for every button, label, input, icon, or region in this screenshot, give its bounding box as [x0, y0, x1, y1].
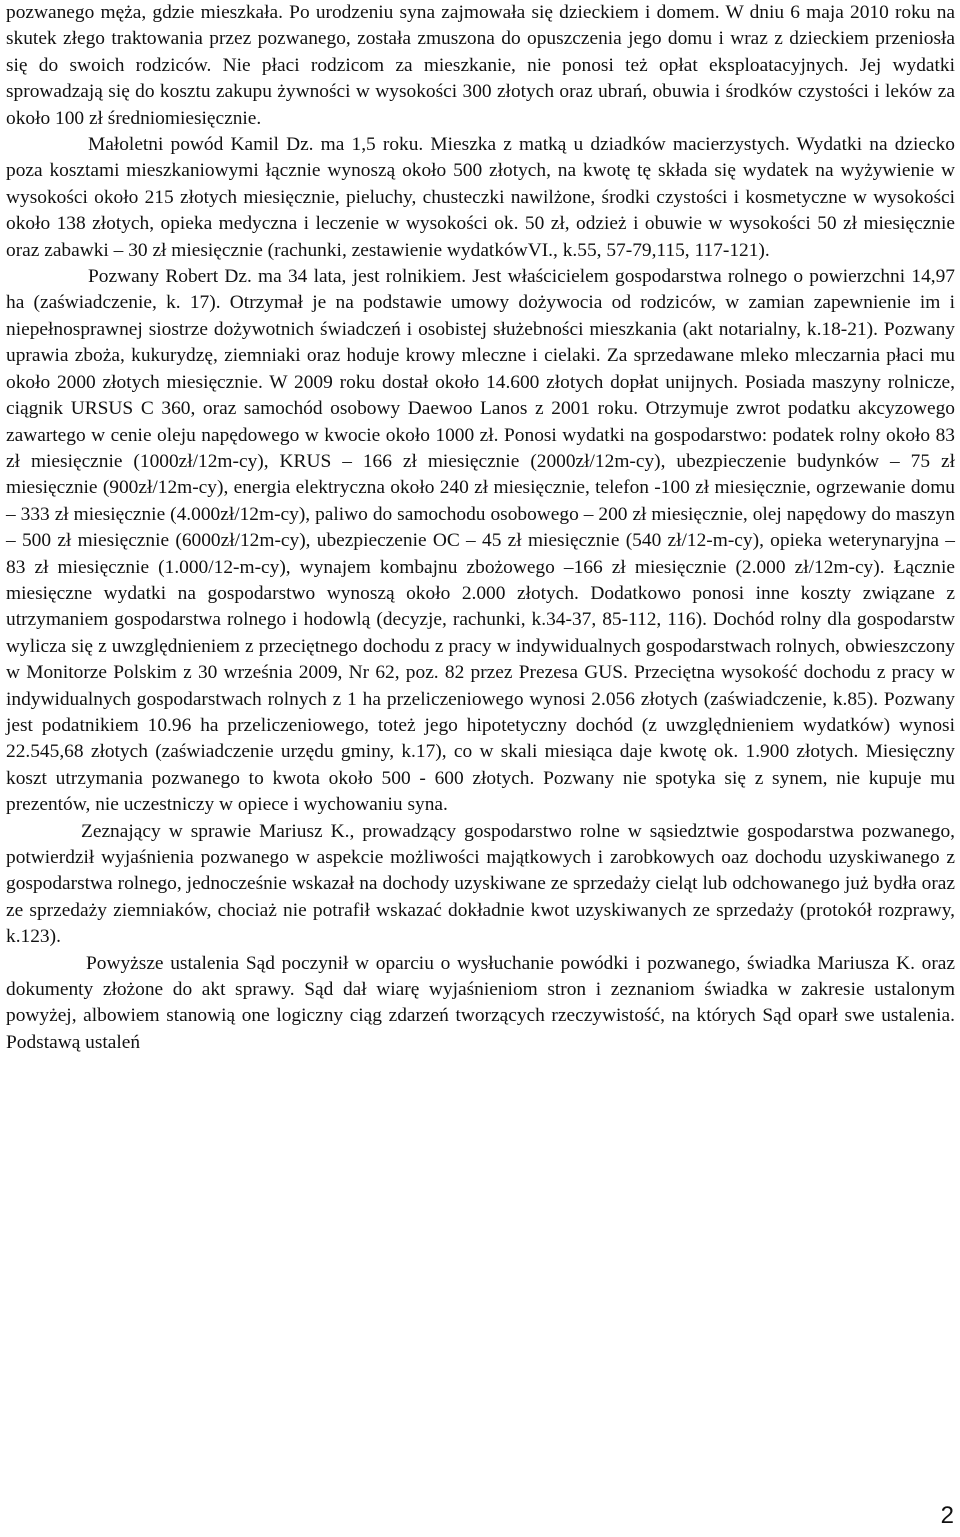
document-page [6, 0, 955, 1056]
paragraph-5: Powyższe ustalenia Sąd poczynił w oparciu o wysłuchanie powódki i pozwanego, świadka Mariusza K. oraz dokumenty złożone do akt sprawy. Sąd dał wiarę wyjaśnieniom stron i zeznaniom świadka w zakresie ustalonym powyżej, albowiem stanowią one logiczny ciąg zdarzeń tworzących rzeczywistość, na których Sąd oparł swe ustalenia. Podstawą ustaleń [6, 952, 955, 1053]
paragraph-1: pozwanego męża, gdzie mieszkała. Po urodzeniu syna zajmowała się dzieckiem i domem. W dniu 6 maja 2010 roku na skutek złego traktowania przez pozwanego, została zmuszona do opuszczenia jego domu i wraz z dzieckiem przeniosła się do swoich rodziców. Nie płaci rodzicom za mieszkanie, nie ponosi też opłat eksploatacyjnych. Jej wydatki sprowadzają się do kosztu zakupu żywności w wysokości 300 złotych oraz ubrań, obuwia i środków czystości i leków za około 100 zł średniomiesięcznie. [6, 2, 955, 129]
page-number: 2 [940, 1502, 954, 1529]
paragraph-2: Małoletni powód Kamil Dz. ma 1,5 roku. Mieszka z matką u dziadków macierzystych. Wydatki na dziecko poza kosztami mieszkaniowymi łącznie wynoszą około 500 złotych, na kwotę tę składa się wydatek na wyżywienie w wysokości około 215 złotych miesięcznie, pieluchy, chusteczki nawilżone, środki czystości i kosmetyczne w wysokości około 138 złotych, opieka medyczna i leczenie w wysokości ok. 50 zł, odzież i obuwie w wysokości 50 zł miesięcznie oraz zabawki – 30 zł miesięcznie (rachunki, zestawienie wydatkówVI., k.55, 57-79,115, 117-121). [6, 134, 955, 261]
paragraph-3: Pozwany Robert Dz. ma 34 lata, jest rolnikiem. Jest właścicielem gospodarstwa rolnego o powierzchni 14,97 ha (zaświadczenie, k. 17). Otrzymał je na podstawie umowy dożywocia od rodziców, w zamian zapewnienie im i niepełnosprawnej siostrze dożywotnich świadczeń i osobistej służebności mieszkania (akt notarialny, k.18-21). Pozwany uprawia zboża, kukurydzę, ziemniaki oraz hoduje krowy mleczne i cielaki. Za sprzedawane mleko mleczarnia płaci mu około 2000 złotych miesięcznie. W 2009 roku dostał około 14.600 złotych dopłat unijnych. Posiada maszyny rolnicze, ciągnik URSUS C 360, oraz samochód osobowy Daewoo Lanos z 2001 roku. Otrzymuje zwrot podatku akcyzowego zawartego w cenie oleju napędowego w kwocie około 1000 zł. Ponosi wydatki na gospodarstwo: podatek rolny około 83 zł miesięcznie (1000zł/12m-cy), KRUS – 166 zł miesięcznie (2000zł/12m-cy), ubezpieczenie budynków – 75 zł miesięcznie (900zł/12m-cy), energia elektryczna około 240 zł miesięcznie, telefon -100 zł miesięcznie, ogrzewanie domu – 333 zł miesięcznie (4.000zł/12m-cy), paliwo do samochodu osobowego – 200 zł miesięcznie, olej napędowy do maszyn – 500 zł miesięcznie (6000zł/12m-cy), ubezpieczenie OC – 45 zł miesięcznie (540 zł/12-m-cy), opieka weterynaryjna – 83 zł miesięcznie (1.000/12-m-cy), wynajem kombajnu zbożowego –166 zł miesięcznie (2.000 zł/12m-cy). Łącznie miesięczne wydatki na gospodarstwo wynoszą około 2.000 złotych. Dodatkowo ponosi inne koszty związane z utrzymaniem gospodarstwa rolnego i hodowlą (decyzje, rachunki, k.34-37, 85-112, 116). Dochód rolny dla gospodarstw wylicza się z uwzględnieniem z przeciętnego dochodu z pracy w indywidualnych gospodarstwach rolnych, obwieszczony w Monitorze Polskim z 30 września 2009, Nr 62, poz. 82 przez Prezesa GUS. Przeciętna wysokość dochodu z pracy w indywidualnych gospodarstwach rolnych z 1 ha przeliczeniowego wynosi 2.056 złotych (zaświadczenie, k.85). Pozwany jest podatnikiem 10.96 ha przeliczeniowego, toteż jego hipotetyczny dochód (z uwzględnieniem wydatków) wynosi 22.545,68 złotych (zaświadczenie urzędu gminy, k.17), co w skali miesiąca daje kwotę ok. 1.900 złotych. Miesięczny koszt utrzymania pozwanego to kwota około 500 - 600 złotych. Pozwany nie spotyka się z synem, nie kupuje mu prezentów, nie uczestniczy w opiece i wychowaniu syna. [6, 266, 955, 816]
paragraph-4: Zeznający w sprawie Mariusz K., prowadzący gospodarstwo rolne w sąsiedztwie gospodarstwa pozwanego, potwierdził wyjaśnienia pozwanego w aspekcie możliwości majątkowych i zarobkowych oaz dochodu uzyskiwanego z gospodarstwa rolnego, jednocześnie wskazał na dochody uzyskiwane ze sprzedaży cieląt lub odchowanego już bydła oraz ze sprzedaży ziemniaków, chociaż nie potrafił wskazać dokładnie kwot uzyskiwanych ze sprzedaży (protokół rozprawy, k.123). [6, 820, 955, 948]
